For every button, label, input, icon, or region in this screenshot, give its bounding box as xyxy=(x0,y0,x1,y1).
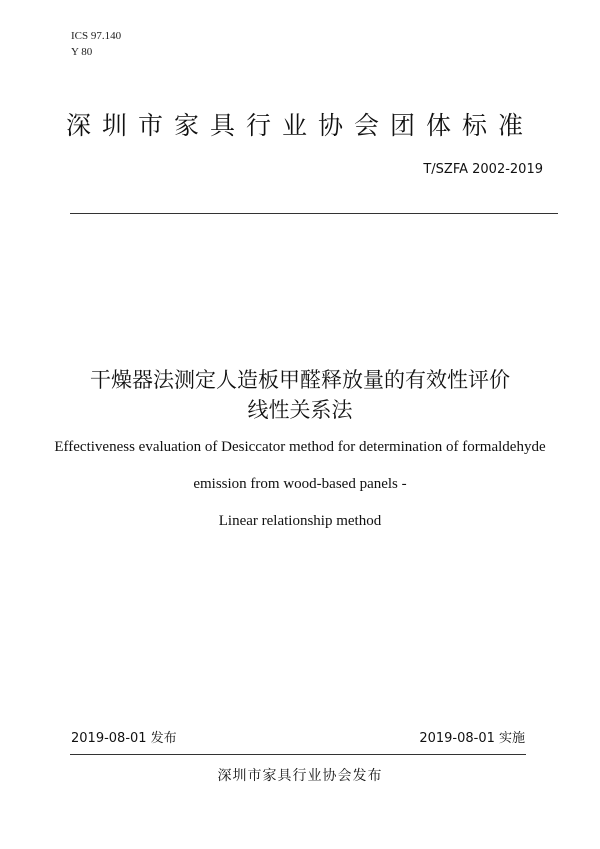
bottom-divider xyxy=(70,754,526,755)
publish-date: 2019-08-01 发布 xyxy=(71,731,177,746)
chinese-title-line-1: 干燥器法测定人造板甲醛释放量的有效性评价 xyxy=(90,368,510,392)
organization-standard-title: 深圳市家具行业协会团体标准 xyxy=(66,111,535,140)
clc-code: Y 80 xyxy=(71,46,93,58)
english-title-line-2: emission from wood-based panels - xyxy=(193,476,407,492)
standard-number: T/SZFA 2002-2019 xyxy=(423,162,543,177)
issuing-organization: 深圳市家具行业协会发布 xyxy=(217,768,383,784)
ics-code: ICS 97.140 xyxy=(71,30,122,42)
effective-date: 2019-08-01 实施 xyxy=(419,731,525,746)
english-title-line-1: Effectiveness evaluation of Desiccator method for determination of formaldehyde xyxy=(54,439,546,455)
english-title-line-3: Linear relationship method xyxy=(218,513,382,529)
top-divider xyxy=(70,213,558,214)
chinese-title-line-2: 线性关系法 xyxy=(247,398,353,422)
